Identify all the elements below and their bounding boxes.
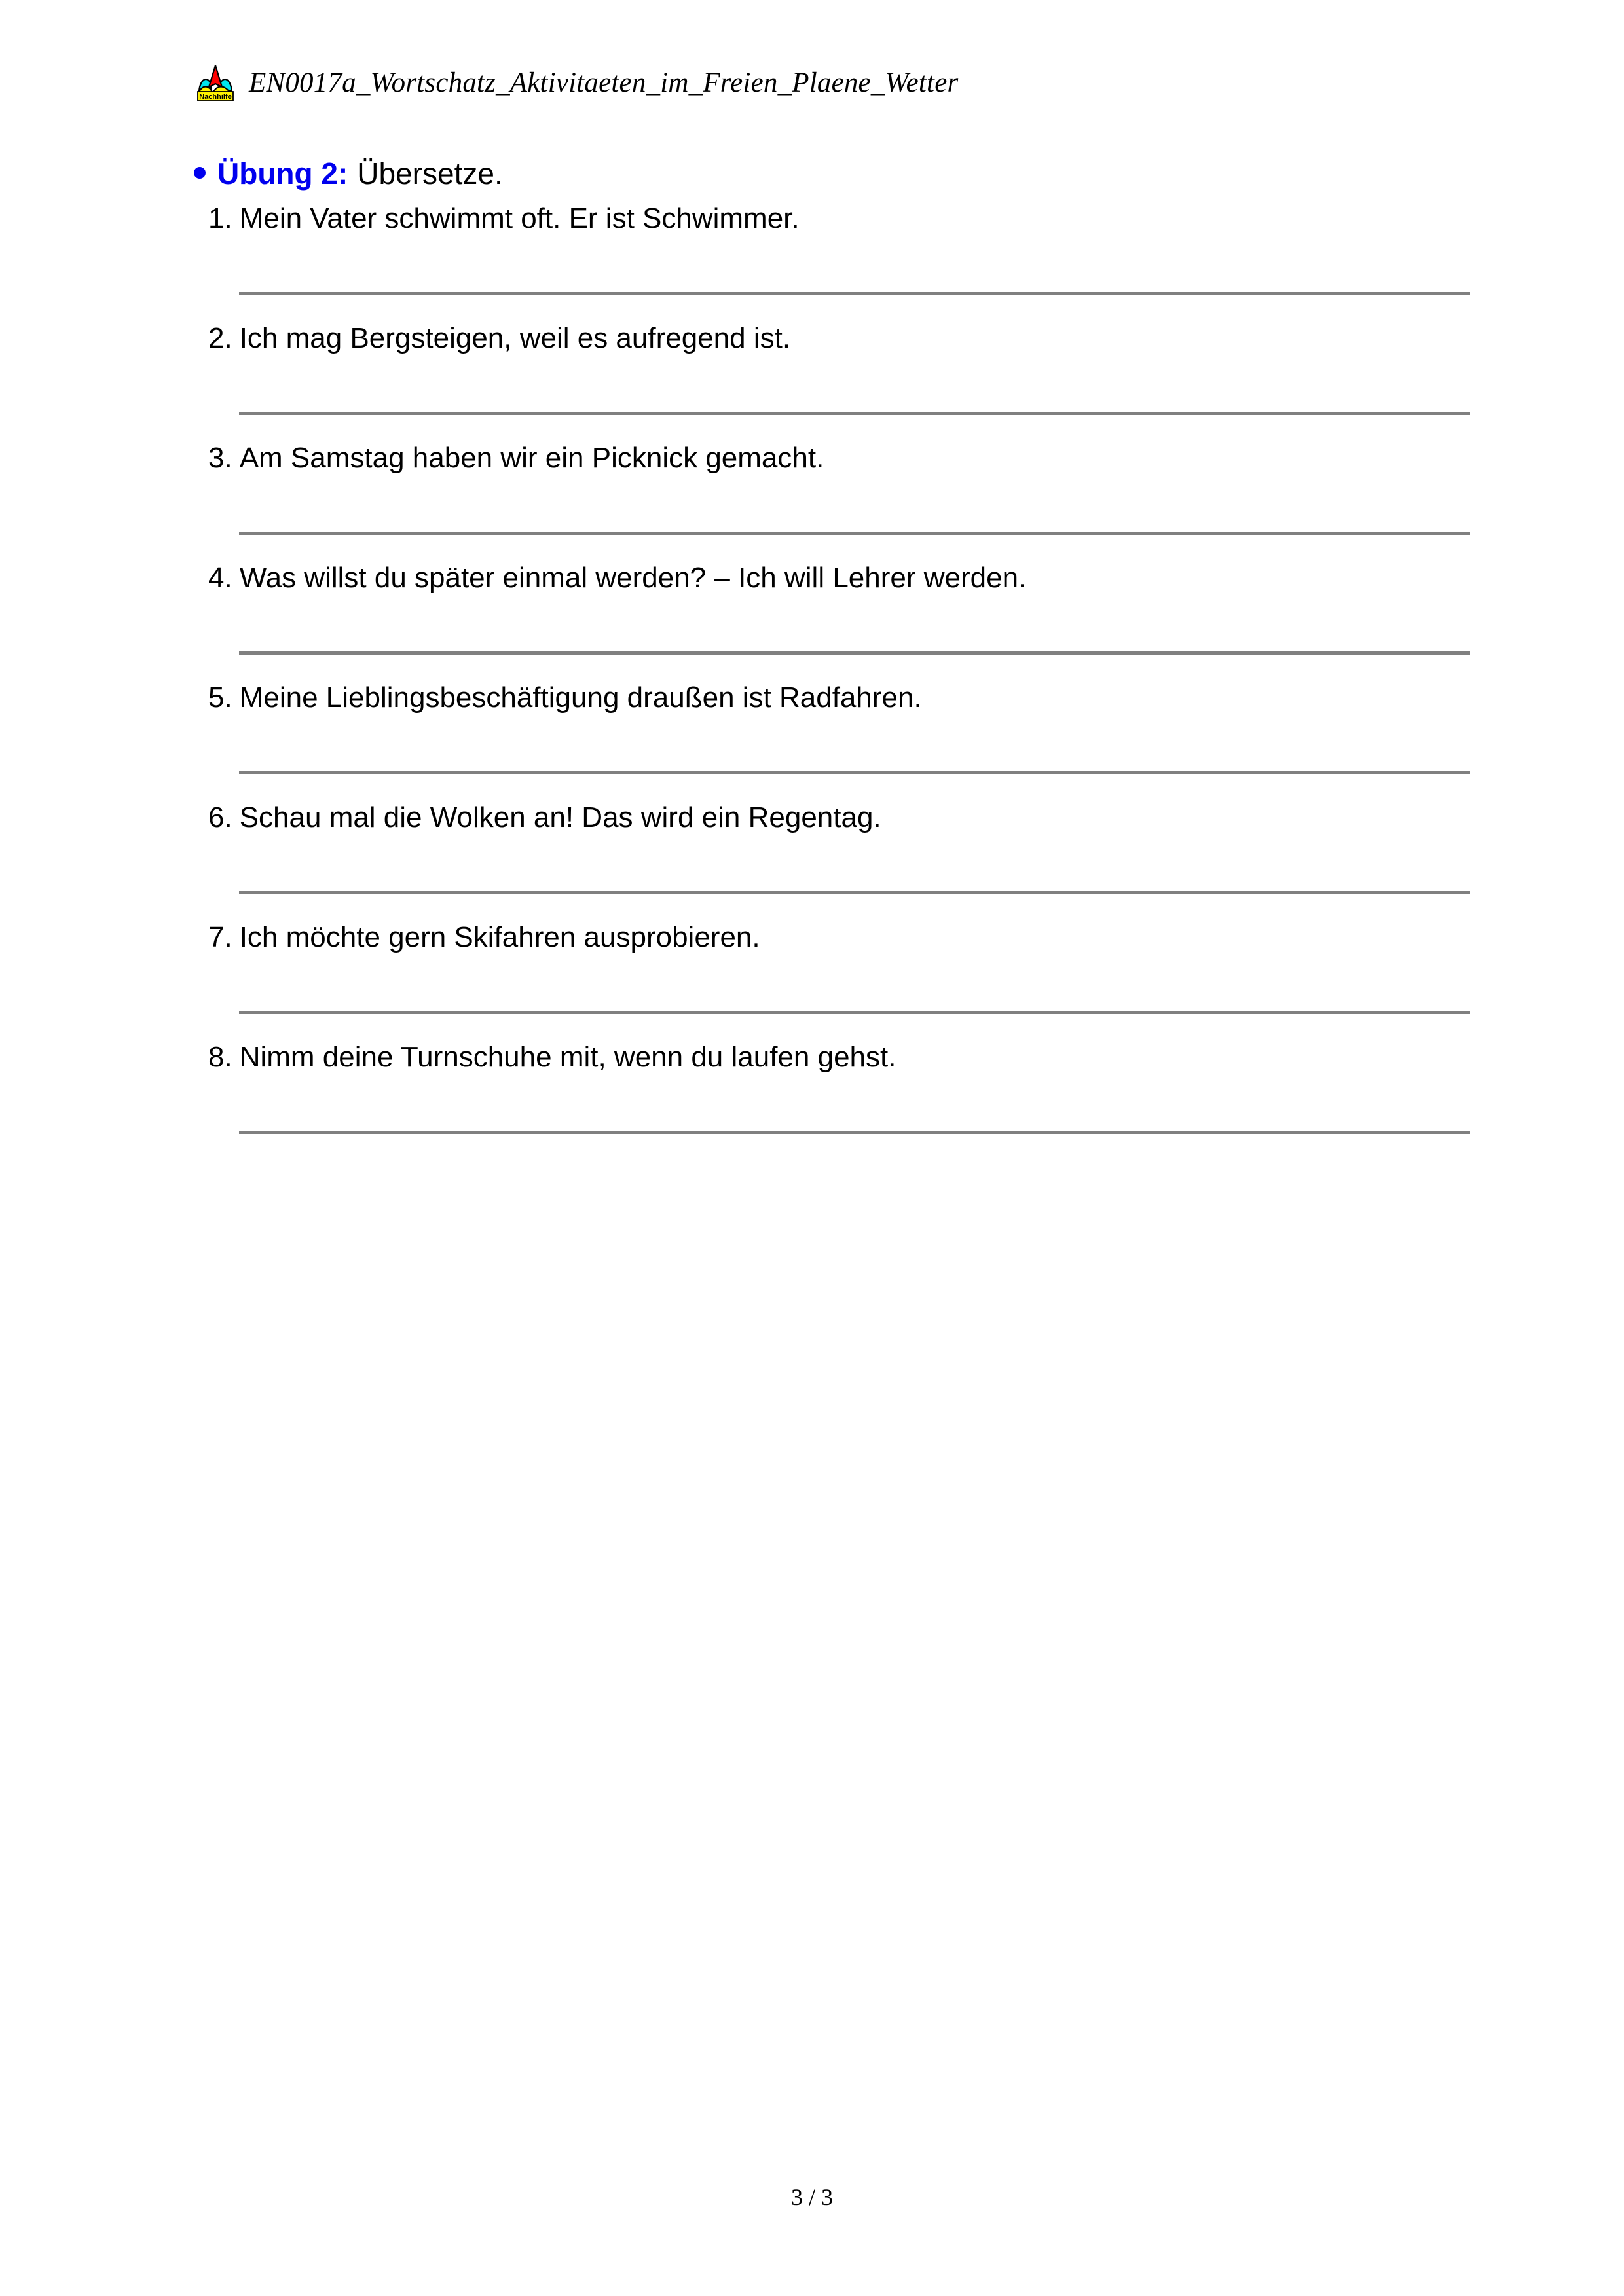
item-body: Was willst du später einmal werden? – Ich will Lehrer werden. (239, 562, 1027, 594)
item-sentence (208, 1042, 896, 1073)
list-item (208, 443, 1485, 562)
nachhilfe-mountain-logo-icon (196, 62, 234, 103)
answer-line[interactable] (239, 412, 1470, 415)
item-body: Mein Vater schwimmt oft. Er ist Schwimmer. (239, 202, 800, 234)
list-item (208, 203, 1485, 323)
exercise-label: Übung 2: (217, 156, 348, 191)
page-indicator: 3 / 3 (790, 2184, 833, 2210)
list-item (208, 562, 1485, 682)
answer-line[interactable] (239, 1011, 1470, 1014)
item-number: 3. (208, 442, 232, 474)
item-sentence (208, 203, 800, 234)
item-body: Ich möchte gern Skifahren ausprobieren. (239, 921, 760, 953)
item-number: 4. (208, 562, 232, 594)
answer-line[interactable] (239, 891, 1470, 894)
page-header (196, 62, 958, 103)
exercise-item-list (208, 203, 1485, 1161)
list-item (208, 922, 1485, 1042)
document-title: EN0017a_Wortschatz_Aktivitaeten_im_Freien_Plaene_Wetter (249, 67, 959, 98)
list-item (208, 1042, 1485, 1161)
list-item (208, 323, 1485, 443)
page-footer (0, 2183, 1624, 2211)
item-sentence (208, 562, 1026, 594)
answer-line[interactable] (239, 532, 1470, 535)
item-sentence (208, 323, 790, 354)
answer-line[interactable] (239, 292, 1470, 295)
item-number: 7. (208, 921, 232, 953)
item-number: 1. (208, 202, 232, 234)
list-item (208, 802, 1485, 922)
item-number: 8. (208, 1041, 232, 1073)
item-number: 5. (208, 682, 232, 714)
item-number: 2. (208, 322, 232, 354)
exercise-heading (194, 156, 503, 191)
item-sentence (208, 682, 922, 714)
list-item (208, 682, 1485, 802)
item-body: Am Samstag haben wir ein Picknick gemacht. (239, 442, 824, 474)
item-sentence (208, 443, 824, 474)
item-body: Ich mag Bergsteigen, weil es aufregend ist. (239, 322, 791, 354)
item-sentence (208, 802, 881, 833)
bullet-dot-icon (194, 167, 206, 179)
answer-line[interactable] (239, 771, 1470, 774)
item-body: Nimm deine Turnschuhe mit, wenn du laufen gehst. (239, 1041, 896, 1073)
item-sentence (208, 922, 760, 953)
answer-line[interactable] (239, 1131, 1470, 1134)
item-body: Schau mal die Wolken an! Das wird ein Regentag. (239, 801, 881, 833)
item-body: Meine Lieblingsbeschäftigung draußen ist Radfahren. (239, 682, 922, 714)
answer-line[interactable] (239, 651, 1470, 655)
item-number: 6. (208, 801, 232, 833)
exercise-instruction: Übersetze. (357, 156, 503, 191)
svg-text:Nachhilfe: Nachhilfe (199, 93, 232, 101)
